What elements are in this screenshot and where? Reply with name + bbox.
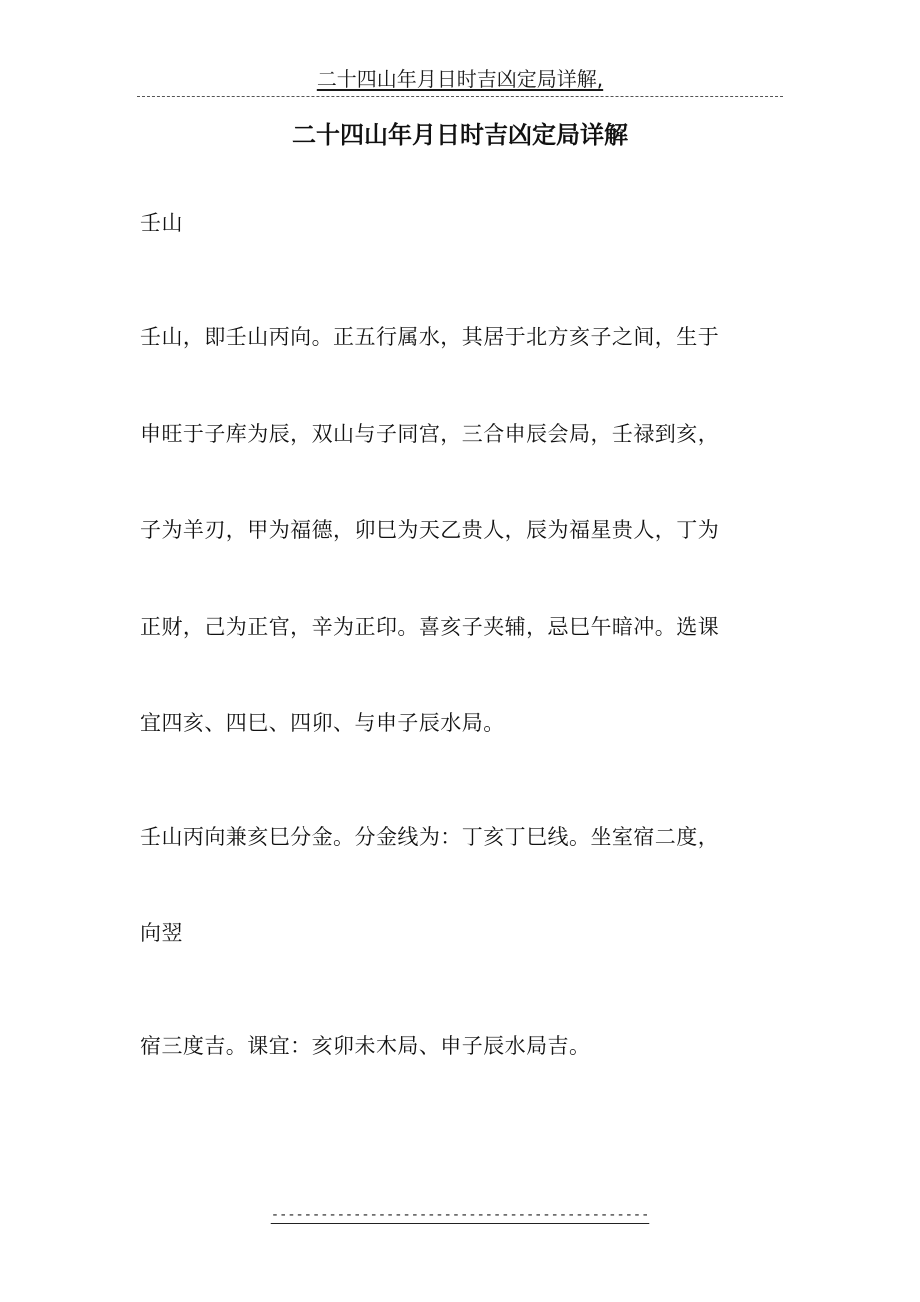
footer-divider: ----------------------------------------------	[270, 1207, 650, 1223]
body-line: 申旺于子库为辰，双山与子同宫，三合申辰会局，壬禄到亥，	[140, 422, 720, 446]
body-line: 宿三度吉。课宜：亥卯未木局、申子辰水局吉。	[140, 1034, 591, 1058]
body-line: 宜四亥、四巳、四卯、与申子辰水局。	[140, 711, 505, 735]
body-line: 壬山丙向兼亥巳分金。分金线为：丁亥丁巳线。坐室宿二度，	[140, 825, 720, 849]
body-line: 子为羊刃，甲为福德，卯巳为天乙贵人，辰为福星贵人，丁为	[140, 518, 720, 542]
section-heading: 壬山	[140, 211, 183, 235]
body-line: 壬山，即壬山丙向。正五行属水，其居于北方亥子之间，生于	[140, 325, 720, 349]
document-title: 二十四山年月日时吉凶定局详解	[292, 121, 628, 149]
running-header: 二十四山年月日时吉凶定局详解,	[316, 67, 604, 91]
body-line: 正财，己为正官，辛为正印。喜亥子夹辅，忌巳午暗冲。选课	[140, 615, 720, 639]
header-divider	[137, 96, 783, 97]
body-line: 向翌	[140, 921, 183, 945]
